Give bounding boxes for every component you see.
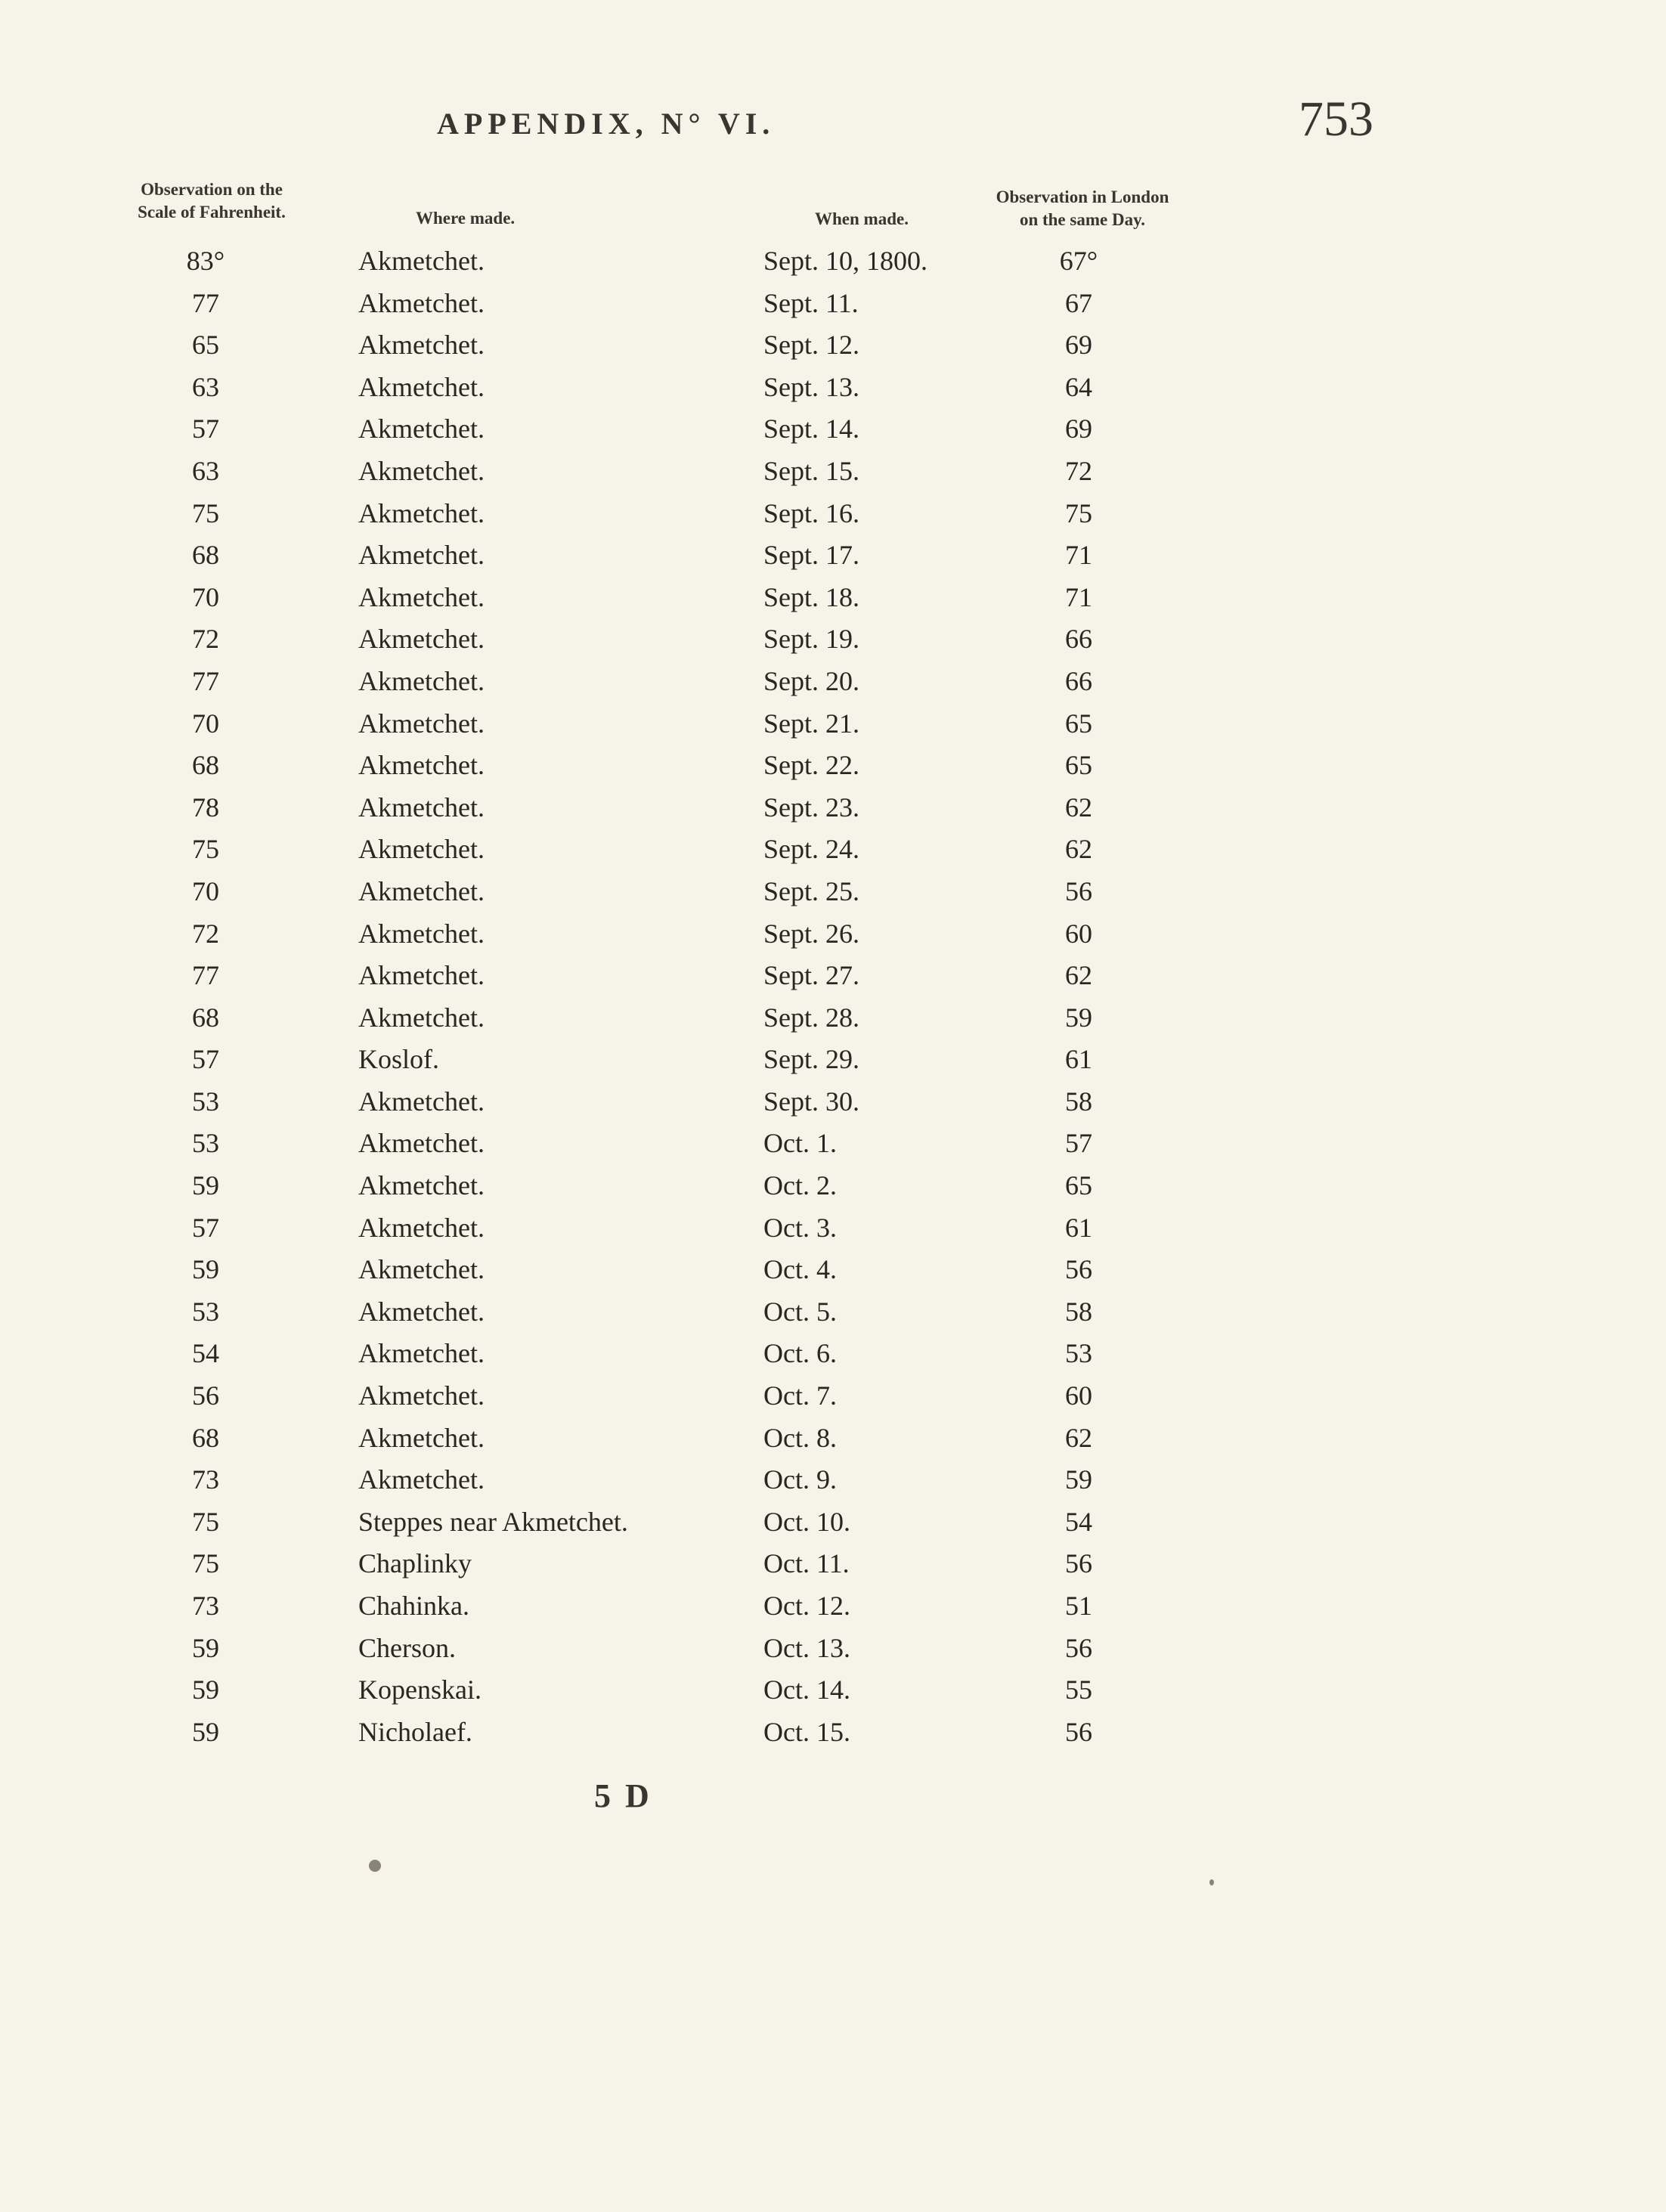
table-row bbox=[0, 1628, 1666, 1670]
place-name: Akmetchet. bbox=[358, 918, 485, 949]
fahrenheit-value: 72 bbox=[192, 918, 219, 949]
fahrenheit-value: 83° bbox=[186, 246, 225, 276]
london-value: 60 bbox=[1065, 918, 1092, 949]
table-row bbox=[0, 408, 1666, 451]
observation-date: Oct. 14. bbox=[763, 1674, 850, 1705]
fahrenheit-value: 53 bbox=[192, 1086, 219, 1117]
fahrenheit-value: 68 bbox=[192, 1422, 219, 1453]
place-name: Akmetchet. bbox=[358, 1212, 485, 1243]
table-row bbox=[0, 1165, 1666, 1207]
place-name: Akmetchet. bbox=[358, 497, 485, 528]
fahrenheit-value: 72 bbox=[192, 624, 219, 655]
observation-date: Sept. 22. bbox=[763, 750, 860, 781]
observation-date: Sept. 25. bbox=[763, 875, 860, 906]
fahrenheit-value: 53 bbox=[192, 1128, 219, 1159]
fahrenheit-value: 59 bbox=[192, 1674, 219, 1705]
observation-date: Oct. 4. bbox=[763, 1254, 837, 1285]
place-name: Akmetchet. bbox=[358, 1380, 485, 1411]
london-value: 67 bbox=[1065, 287, 1092, 318]
table-row bbox=[0, 1249, 1666, 1291]
ink-speck bbox=[369, 1860, 381, 1872]
table-row bbox=[0, 1333, 1666, 1375]
london-value: 62 bbox=[1065, 792, 1092, 823]
observation-date: Oct. 8. bbox=[763, 1422, 837, 1453]
fahrenheit-value: 56 bbox=[192, 1380, 219, 1411]
table-row bbox=[0, 1291, 1666, 1334]
fahrenheit-value: 75 bbox=[192, 1548, 219, 1579]
table-row bbox=[0, 661, 1666, 703]
london-value: 62 bbox=[1065, 834, 1092, 865]
fahrenheit-value: 78 bbox=[192, 792, 219, 823]
page-number: 753 bbox=[1299, 91, 1373, 147]
observation-date: Sept. 23. bbox=[763, 792, 860, 823]
place-name: Akmetchet. bbox=[358, 581, 485, 612]
fahrenheit-value: 65 bbox=[192, 330, 219, 361]
london-value: 61 bbox=[1065, 1044, 1092, 1075]
place-name: Akmetchet. bbox=[358, 1128, 485, 1159]
observation-date: Sept. 30. bbox=[763, 1086, 860, 1117]
london-value: 75 bbox=[1065, 497, 1092, 528]
london-value: 51 bbox=[1065, 1591, 1092, 1621]
place-name: Akmetchet. bbox=[358, 455, 485, 486]
fahrenheit-value: 63 bbox=[192, 371, 219, 402]
place-name: Akmetchet. bbox=[358, 834, 485, 865]
place-name: Akmetchet. bbox=[358, 1464, 485, 1495]
table-row bbox=[0, 577, 1666, 619]
london-value: 56 bbox=[1065, 1716, 1092, 1747]
fahrenheit-value: 70 bbox=[192, 875, 219, 906]
table-row bbox=[0, 913, 1666, 956]
place-name: Akmetchet. bbox=[358, 1170, 485, 1201]
london-value: 60 bbox=[1065, 1380, 1092, 1411]
fahrenheit-value: 68 bbox=[192, 750, 219, 781]
fahrenheit-value: 57 bbox=[192, 1044, 219, 1075]
place-name: Akmetchet. bbox=[358, 960, 485, 991]
fahrenheit-value: 57 bbox=[192, 1212, 219, 1243]
observation-table bbox=[0, 240, 1666, 1753]
place-name: Chahinka. bbox=[358, 1591, 469, 1621]
london-value: 69 bbox=[1065, 414, 1092, 445]
london-value: 55 bbox=[1065, 1674, 1092, 1705]
place-name: Cherson. bbox=[358, 1632, 456, 1663]
observation-date: Oct. 11. bbox=[763, 1548, 850, 1579]
table-row bbox=[0, 787, 1666, 829]
london-value: 59 bbox=[1065, 1464, 1092, 1495]
column-header-where: Where made. bbox=[416, 209, 516, 228]
place-name: Akmetchet. bbox=[358, 1338, 485, 1369]
fahrenheit-value: 73 bbox=[192, 1464, 219, 1495]
fahrenheit-value: 75 bbox=[192, 834, 219, 865]
table-row bbox=[0, 493, 1666, 535]
table-row bbox=[0, 997, 1666, 1039]
observation-date: Sept. 28. bbox=[763, 1002, 860, 1033]
table-row bbox=[0, 1039, 1666, 1081]
london-value: 65 bbox=[1065, 1170, 1092, 1201]
place-name: Akmetchet. bbox=[358, 414, 485, 445]
observation-date: Sept. 13. bbox=[763, 371, 860, 402]
fahrenheit-value: 53 bbox=[192, 1296, 219, 1327]
table-row bbox=[0, 1123, 1666, 1165]
table-row bbox=[0, 1081, 1666, 1123]
fahrenheit-value: 77 bbox=[192, 665, 219, 696]
fahrenheit-value: 54 bbox=[192, 1338, 219, 1369]
fahrenheit-value: 68 bbox=[192, 540, 219, 571]
fahrenheit-value: 59 bbox=[192, 1632, 219, 1663]
column-header-london bbox=[969, 186, 1196, 231]
table-row bbox=[0, 534, 1666, 577]
table-row bbox=[0, 1207, 1666, 1250]
place-name: Akmetchet. bbox=[358, 1254, 485, 1285]
place-name: Akmetchet. bbox=[358, 287, 485, 318]
observation-date: Oct. 7. bbox=[763, 1380, 837, 1411]
table-row bbox=[0, 1712, 1666, 1754]
table-row bbox=[0, 703, 1666, 745]
observation-date: Oct. 12. bbox=[763, 1591, 850, 1621]
london-value: 67° bbox=[1059, 246, 1098, 276]
observation-date: Oct. 6. bbox=[763, 1338, 837, 1369]
place-name: Nicholaef. bbox=[358, 1716, 472, 1747]
london-value: 64 bbox=[1065, 371, 1092, 402]
london-value: 62 bbox=[1065, 1422, 1092, 1453]
london-value: 58 bbox=[1065, 1296, 1092, 1327]
london-value: 59 bbox=[1065, 1002, 1092, 1033]
london-value: 62 bbox=[1065, 960, 1092, 991]
london-value: 56 bbox=[1065, 875, 1092, 906]
fahrenheit-value: 77 bbox=[192, 287, 219, 318]
observation-date: Sept. 14. bbox=[763, 414, 860, 445]
observation-date: Oct. 13. bbox=[763, 1632, 850, 1663]
observation-date: Oct. 3. bbox=[763, 1212, 837, 1243]
observation-date: Sept. 12. bbox=[763, 330, 860, 361]
table-row bbox=[0, 1375, 1666, 1417]
ink-speck bbox=[1209, 1879, 1214, 1885]
fahrenheit-value: 77 bbox=[192, 960, 219, 991]
observation-date: Sept. 19. bbox=[763, 624, 860, 655]
table-row bbox=[0, 240, 1666, 283]
place-name: Koslof. bbox=[358, 1044, 439, 1075]
place-name: Akmetchet. bbox=[358, 1296, 485, 1327]
london-value: 56 bbox=[1065, 1254, 1092, 1285]
london-value: 71 bbox=[1065, 581, 1092, 612]
observation-date: Sept. 11. bbox=[763, 287, 859, 318]
table-row bbox=[0, 955, 1666, 997]
place-name: Akmetchet. bbox=[358, 246, 485, 276]
fahrenheit-value: 57 bbox=[192, 414, 219, 445]
observation-date: Sept. 27. bbox=[763, 960, 860, 991]
observation-date: Sept. 20. bbox=[763, 665, 860, 696]
london-value: 65 bbox=[1065, 750, 1092, 781]
fahrenheit-value: 68 bbox=[192, 1002, 219, 1033]
table-row bbox=[0, 1459, 1666, 1501]
observation-date: Oct. 2. bbox=[763, 1170, 837, 1201]
london-value: 53 bbox=[1065, 1338, 1092, 1369]
london-value: 56 bbox=[1065, 1548, 1092, 1579]
table-row bbox=[0, 367, 1666, 409]
london-value: 58 bbox=[1065, 1086, 1092, 1117]
table-row bbox=[0, 1585, 1666, 1628]
place-name: Akmetchet. bbox=[358, 1422, 485, 1453]
observation-date: Sept. 26. bbox=[763, 918, 860, 949]
table-row bbox=[0, 829, 1666, 871]
signature-mark: 5 D bbox=[594, 1777, 652, 1814]
place-name: Chaplinky bbox=[358, 1548, 472, 1579]
fahrenheit-value: 70 bbox=[192, 581, 219, 612]
observation-date: Sept. 17. bbox=[763, 540, 860, 571]
place-name: Akmetchet. bbox=[358, 540, 485, 571]
observation-date: Sept. 15. bbox=[763, 455, 860, 486]
fahrenheit-value: 75 bbox=[192, 497, 219, 528]
fahrenheit-value: 59 bbox=[192, 1254, 219, 1285]
table-row bbox=[0, 324, 1666, 367]
observation-date: Sept. 24. bbox=[763, 834, 860, 865]
observation-date: Oct. 15. bbox=[763, 1716, 850, 1747]
table-row bbox=[0, 1501, 1666, 1544]
london-value: 71 bbox=[1065, 540, 1092, 571]
place-name: Akmetchet. bbox=[358, 330, 485, 361]
table-row bbox=[0, 871, 1666, 913]
table-row bbox=[0, 451, 1666, 493]
london-value: 69 bbox=[1065, 330, 1092, 361]
place-name: Akmetchet. bbox=[358, 875, 485, 906]
fahrenheit-value: 59 bbox=[192, 1716, 219, 1747]
table-row bbox=[0, 1669, 1666, 1712]
place-name: Akmetchet. bbox=[358, 624, 485, 655]
column-header-fahrenheit-line2: Scale of Fahrenheit. bbox=[138, 203, 286, 222]
running-title: APPENDIX, N° VI. bbox=[437, 107, 776, 141]
table-row bbox=[0, 283, 1666, 325]
observation-date: Oct. 5. bbox=[763, 1296, 837, 1327]
column-header-fahrenheit bbox=[106, 178, 317, 224]
fahrenheit-value: 63 bbox=[192, 455, 219, 486]
london-value: 61 bbox=[1065, 1212, 1092, 1243]
place-name: Akmetchet. bbox=[358, 1002, 485, 1033]
column-header-london-line2: on the same Day. bbox=[1019, 210, 1146, 229]
place-name: Akmetchet. bbox=[358, 750, 485, 781]
place-name: Akmetchet. bbox=[358, 1086, 485, 1117]
fahrenheit-value: 59 bbox=[192, 1170, 219, 1201]
table-row bbox=[0, 745, 1666, 787]
fahrenheit-value: 73 bbox=[192, 1591, 219, 1621]
observation-date: Sept. 10, 1800. bbox=[763, 246, 928, 276]
table-row bbox=[0, 1543, 1666, 1585]
place-name: Kopenskai. bbox=[358, 1674, 482, 1705]
place-name: Akmetchet. bbox=[358, 792, 485, 823]
london-value: 65 bbox=[1065, 708, 1092, 739]
table-row bbox=[0, 1417, 1666, 1460]
fahrenheit-value: 75 bbox=[192, 1506, 219, 1537]
observation-date: Sept. 18. bbox=[763, 581, 860, 612]
london-value: 57 bbox=[1065, 1128, 1092, 1159]
london-value: 56 bbox=[1065, 1632, 1092, 1663]
observation-date: Sept. 16. bbox=[763, 497, 860, 528]
column-header-when: When made. bbox=[815, 209, 909, 228]
observation-date: Oct. 10. bbox=[763, 1506, 850, 1537]
london-value: 54 bbox=[1065, 1506, 1092, 1537]
observation-date: Oct. 1. bbox=[763, 1128, 837, 1159]
london-value: 66 bbox=[1065, 665, 1092, 696]
place-name: Steppes near Akmetchet. bbox=[358, 1506, 628, 1537]
place-name: Akmetchet. bbox=[358, 708, 485, 739]
observation-date: Oct. 9. bbox=[763, 1464, 837, 1495]
place-name: Akmetchet. bbox=[358, 665, 485, 696]
column-header-fahrenheit-line1: Observation on the bbox=[141, 180, 283, 199]
table-row bbox=[0, 618, 1666, 661]
london-value: 72 bbox=[1065, 455, 1092, 486]
observation-date: Sept. 21. bbox=[763, 708, 860, 739]
observation-date: Sept. 29. bbox=[763, 1044, 860, 1075]
column-header-london-line1: Observation in London bbox=[996, 187, 1169, 206]
fahrenheit-value: 70 bbox=[192, 708, 219, 739]
place-name: Akmetchet. bbox=[358, 371, 485, 402]
london-value: 66 bbox=[1065, 624, 1092, 655]
